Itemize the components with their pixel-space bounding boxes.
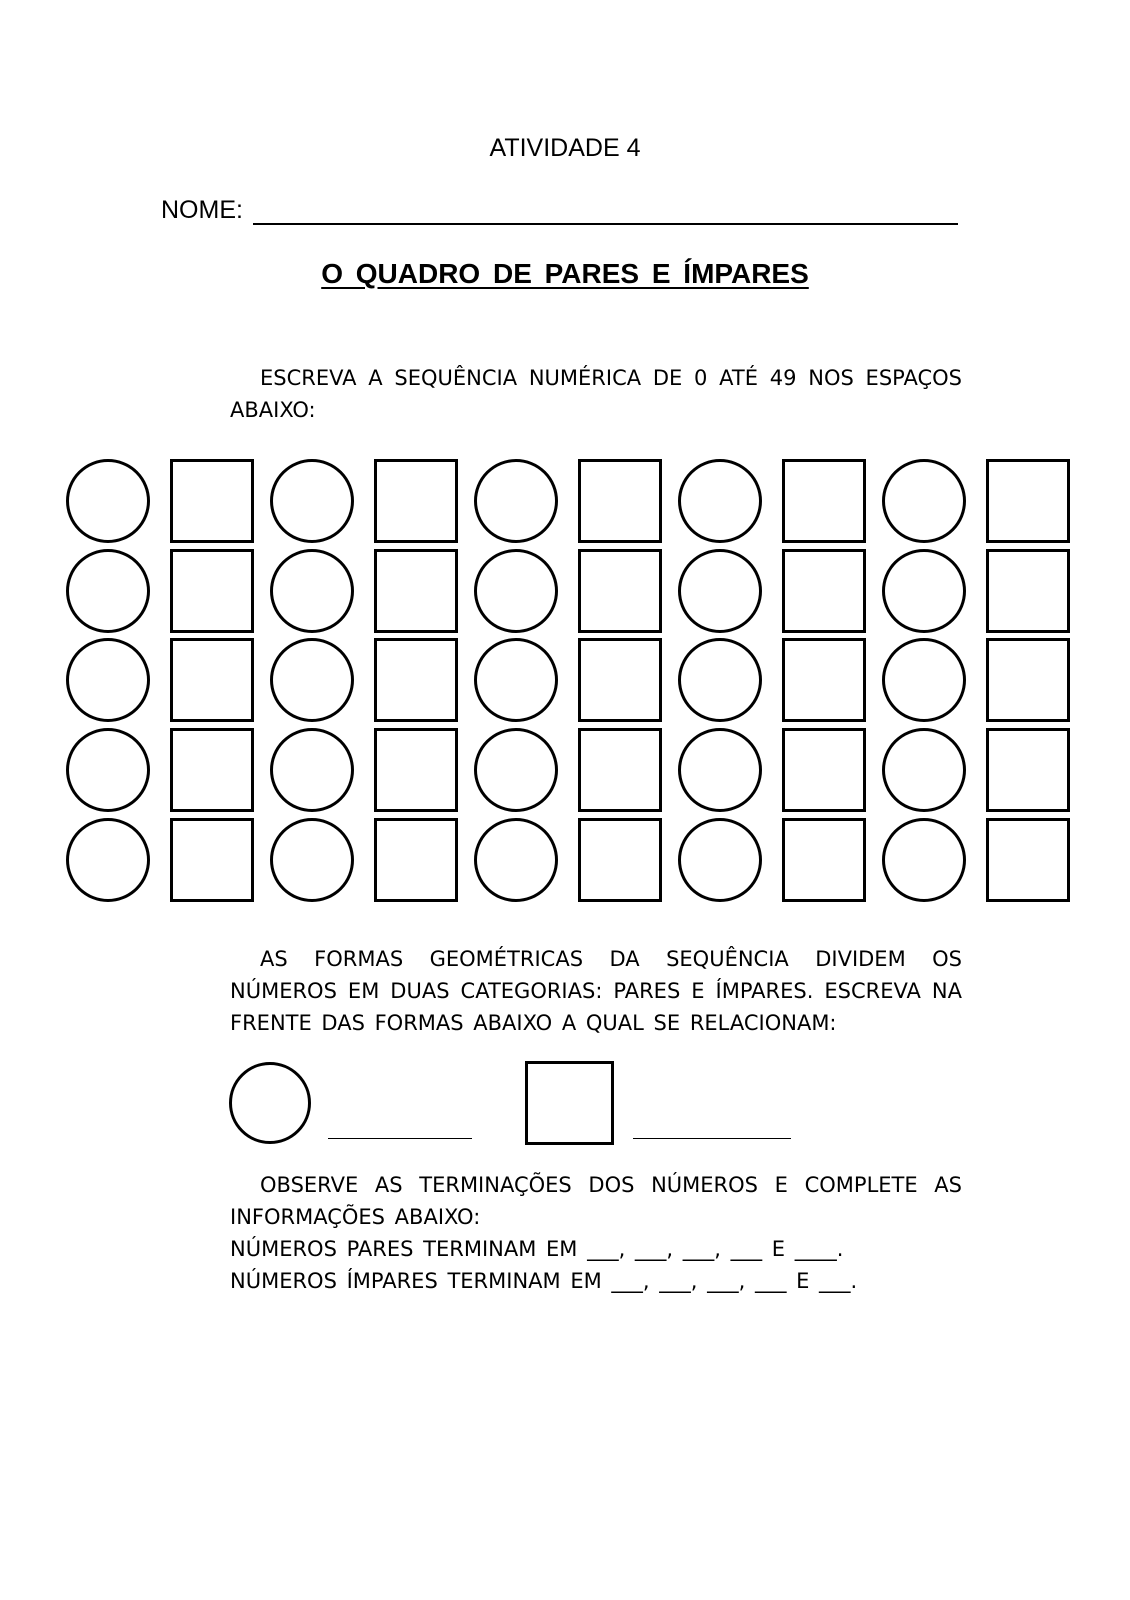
grid-square[interactable]	[170, 459, 254, 543]
grid-square[interactable]	[782, 549, 866, 633]
grid-square[interactable]	[578, 818, 662, 902]
grid-square[interactable]	[782, 818, 866, 902]
grid-square[interactable]	[170, 549, 254, 633]
grid-square[interactable]	[986, 459, 1070, 543]
activity-title: ATIVIDADE 4	[489, 134, 641, 162]
grid-square[interactable]	[374, 818, 458, 902]
page-title: O QUADRO DE PARES E ÍMPARES	[321, 258, 809, 289]
grid-circle[interactable]	[678, 728, 762, 812]
grid-circle[interactable]	[882, 459, 966, 543]
grid-square[interactable]	[578, 728, 662, 812]
grid-square[interactable]	[170, 818, 254, 902]
grid-circle[interactable]	[66, 549, 150, 633]
name-label: NOME:	[161, 196, 243, 224]
grid-circle[interactable]	[474, 728, 558, 812]
sequence-instruction: ESCREVA A SEQUÊNCIA NUMÉRICA DE 0 ATÉ 49 NOS ESPAÇOS ABAIXO:	[230, 366, 962, 422]
grid-circle[interactable]	[66, 728, 150, 812]
grid-square[interactable]	[578, 549, 662, 633]
endings-instruction: OBSERVE AS TERMINAÇÕES DOS NÚMEROS E COMPLETE AS INFORMAÇÕES ABAIXO:	[230, 1173, 962, 1229]
grid-circle[interactable]	[882, 638, 966, 722]
grid-square[interactable]	[578, 459, 662, 543]
grid-square[interactable]	[986, 818, 1070, 902]
name-answer-line[interactable]	[253, 223, 958, 225]
grid-square[interactable]	[170, 638, 254, 722]
grid-circle[interactable]	[270, 728, 354, 812]
grid-square[interactable]	[374, 549, 458, 633]
grid-circle[interactable]	[882, 549, 966, 633]
legend-square	[525, 1061, 614, 1145]
grid-circle[interactable]	[678, 818, 762, 902]
square-answer-line[interactable]	[633, 1138, 791, 1139]
grid-square[interactable]	[782, 638, 866, 722]
odd-endings-line[interactable]: NÚMEROS ÍMPARES TERMINAM EM ___, ___, ___, ___ E ___.	[230, 1269, 858, 1293]
grid-square[interactable]	[374, 459, 458, 543]
grid-circle[interactable]	[270, 459, 354, 543]
grid-circle[interactable]	[882, 818, 966, 902]
grid-circle[interactable]	[66, 638, 150, 722]
grid-circle[interactable]	[270, 638, 354, 722]
grid-circle[interactable]	[474, 818, 558, 902]
grid-circle[interactable]	[678, 638, 762, 722]
grid-square[interactable]	[578, 638, 662, 722]
categories-instruction: AS FORMAS GEOMÉTRICAS DA SEQUÊNCIA DIVIDEM OS NÚMEROS EM DUAS CATEGORIAS: PARES E ÍMPARES. ESCREVA NA FRENTE DAS FORMAS ABAIXO A QUAL SE RELACIONAM:	[230, 947, 962, 1035]
legend-circle	[229, 1062, 311, 1144]
grid-circle[interactable]	[474, 638, 558, 722]
grid-circle[interactable]	[474, 459, 558, 543]
grid-circle[interactable]	[66, 459, 150, 543]
even-endings-line[interactable]: NÚMEROS PARES TERMINAM EM ___, ___, ___, ___ E ____.	[230, 1237, 844, 1261]
circle-answer-line[interactable]	[328, 1138, 472, 1139]
grid-circle[interactable]	[882, 728, 966, 812]
grid-square[interactable]	[374, 728, 458, 812]
grid-circle[interactable]	[678, 549, 762, 633]
grid-circle[interactable]	[474, 549, 558, 633]
grid-circle[interactable]	[66, 818, 150, 902]
grid-square[interactable]	[986, 638, 1070, 722]
grid-square[interactable]	[782, 459, 866, 543]
grid-square[interactable]	[170, 728, 254, 812]
grid-circle[interactable]	[270, 818, 354, 902]
grid-circle[interactable]	[270, 549, 354, 633]
grid-square[interactable]	[374, 638, 458, 722]
grid-square[interactable]	[986, 549, 1070, 633]
grid-square[interactable]	[986, 728, 1070, 812]
grid-circle[interactable]	[678, 459, 762, 543]
grid-square[interactable]	[782, 728, 866, 812]
